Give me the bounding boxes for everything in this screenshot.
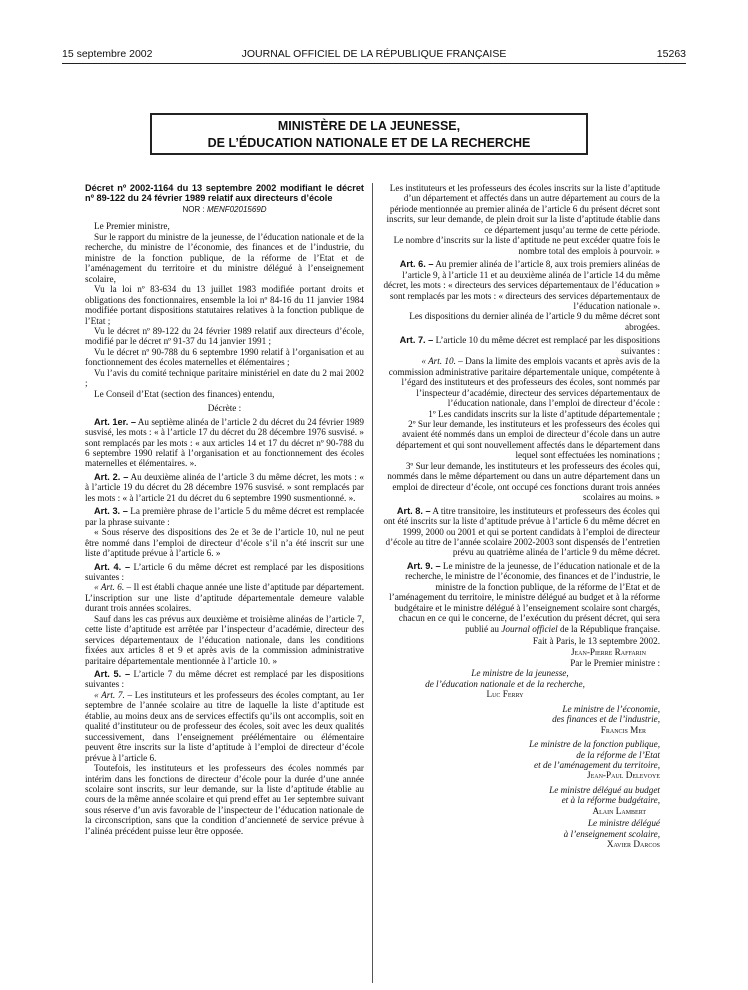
signature-3-title-2 (380, 750, 660, 760)
left-column (85, 183, 364, 836)
signature-4-title-1 (380, 785, 660, 795)
article-9 (380, 561, 660, 634)
article-6-label: Art. 6. – (399, 259, 434, 270)
signature-4-title-2 (380, 795, 660, 805)
quoted-article-10-label: « Art. 10. – (421, 356, 463, 367)
done-at: Fait à Paris, le 13 septembre 2002. (532, 636, 660, 647)
nor-reference (85, 205, 364, 215)
article-3-label: Art. 3. – (94, 506, 128, 517)
page-number: 15263 (656, 48, 686, 60)
journal-title: JOURNAL OFFICIEL DE LA RÉPUBLIQUE FRANÇAISE (241, 48, 507, 60)
article-5-quote-3: Les instituteurs et les professeurs des écoles inscrits sur la liste d’aptitude d’un département et affectés dans un autre département au cours de la période mentionnée au premier alinéa de l’article 6 du présent décret sont inscrits, sur leur demande, de plein droit sur la liste d’aptitude établie dans ce département jusqu’au terme de cette période. (386, 183, 660, 235)
article-6-text: Au premier alinéa de l’article 8, aux trois premiers alinéas de l’article 9, à l’article 11 et au deuxième alinéa de l’article 14 du même décret, les mots : « directeurs des services départementaux de l’éducation » sont remplacés par les mots : « directeurs des services départementaux de l’éducation nationale ». (383, 259, 660, 311)
preamble-3: Vu la loi nº 83-634 du 13 juillet 1983 modifiée portant droits et obligations des fonctionnaires, ensemble la loi nº 84-16 du 11 janvier 1984 modifiée portant dispositions statutaires relatives à la fonction publique de l’Etat ; (85, 284, 364, 326)
signature-3-name: Jean-Paul Delevoye (587, 770, 660, 781)
nor-label: NOR : (182, 205, 205, 214)
decree-title: Décret nº 2002-1164 du 13 septembre 2002 modifiant le décret nº 89-122 du 24 février 1989 relatif aux directeurs d’école (85, 183, 364, 203)
article-1 (85, 417, 364, 469)
signature-5-title-2-text: à l’enseignement scolaire, (563, 828, 660, 839)
article-5-quote-2: Toutefois, les instituteurs et les professeurs des écoles nommés par intérim dans les fonctions de directeur d’école pour la durée d’une année scolaire sont inscrits, sur leur demande, sur la liste d’aptitude établie au cours de la même année scolaire et qui prend effet au 1er septembre suivant sous réserve d’un avis favorable de l’inspecteur de l’éducation nationale de la circonscription, sans que la condition d’ancienneté de service prévue à l’alinéa précédent puisse leur être opposée. (85, 763, 364, 836)
article-3-text: La première phrase de l’article 5 du même décret est remplacée par la phrase suivante : (85, 506, 365, 527)
article-4-quote-2: Sauf dans les cas prévus aux deuxième et troisième alinéas de l’article 7, cette liste d’aptitude est arrêtée par l’inspecteur d’académie, directeur des services départementaux de l’éducation nationale, dans les conditions fixées aux articles 8 et 9 et après avis de la commission administrative paritaire départementale mentionnée à l’article 10. » (85, 613, 364, 666)
article-7 (380, 335, 660, 356)
article-8-text: A titre transitoire, les instituteurs et professeurs des écoles qui ont été inscrits sur la liste d’aptitude prévue à l’article 6 du même décret en 1999, 2000 ou 2001 et qui se portent candidats à l’emploi de directeur d’école au titre de l’année scolaire 2002-2003 sont dispensés de l’entretien prévu au quatrième alinéa de l’article 9 du même décret. (383, 505, 660, 558)
article-5 (85, 669, 364, 690)
article-4-label: Art. 4. – (94, 561, 131, 572)
by-prime-minister: Par le Premier ministre : (570, 657, 660, 668)
article-3 (85, 506, 364, 527)
signature-1-title-2 (380, 679, 660, 689)
article-7-quote-2: 1º Les candidats inscrits sur la liste d’aptitude départementale ; (428, 408, 660, 419)
quoted-article-7-label: « Art. 7. – (94, 689, 133, 700)
article-4-quote-1-text: Il est établi chaque année une liste d’aptitude par département. L’inscription sur une liste d’aptitude départementale demeure valable durant trois années scolaires. (85, 582, 365, 614)
issue-date: 15 septembre 2002 (62, 48, 153, 60)
signature-2-name: Francis Mer (600, 724, 646, 735)
article-9-label: Art. 9. – (406, 560, 441, 571)
signature-1-title-1-text: Le ministre de la jeunesse, (471, 668, 569, 679)
preamble-4: Vu le décret nº 89-122 du 24 février 1989 relatif aux directeurs d’école, modifié par le décret nº 91-37 du 14 janvier 1991 ; (85, 325, 364, 347)
ministry-line-1: MINISTÈRE DE LA JEUNESSE, (277, 119, 461, 133)
decrete-heading: Décrète : (207, 403, 242, 414)
article-6-text-2: Les dispositions du dernier alinéa de l’article 9 du même décret sont abrogées. (409, 311, 660, 332)
article-3-quote: « Sous réserve des dispositions des 2e et 3e de l’article 10, nul ne peut être nommé dans l’emploi de directeur d’école s’il n’a été inscrit sur une liste d’aptitude prévue à l’article 6. » (85, 527, 364, 559)
signature-4-title-1-text: Le ministre délégué au budget (549, 784, 660, 795)
article-4 (85, 562, 364, 583)
article-9-text: Le ministre de la jeunesse, de l’éducation nationale et de la recherche, le ministre de l’économie, des finances et de l’industrie, le ministre de la fonction publique, de la réforme de l’Etat et de l’aménagement du territoire, le ministre délégué au budget et à la réforme budgétaire et le ministre délégué à l’enseignement scolaire sont chargés, chacun en ce qui le concerne, de l’exécution du présent décret, qui sera publié au (389, 560, 660, 634)
header-rule (62, 63, 686, 64)
page-header (62, 48, 686, 64)
signature-2-title-1 (380, 704, 660, 714)
article-4-quote-1 (85, 582, 364, 613)
signature-1-name: Luc Ferry (486, 689, 524, 700)
article-7-quote-4: 3º Sur leur demande, les instituteurs et les professeurs des écoles qui, nommés dans le même département ou dans un autre département dans un emploi de directeur d’école, ont occupé ces fonctions durant trois années scolaires au moins. » (387, 460, 660, 503)
signature-prime-minister: Jean-Pierre Raffarin (570, 647, 646, 658)
article-5-label: Art. 5. – (94, 669, 131, 680)
preamble-1: Le Premier ministre, (94, 221, 170, 232)
signatures (380, 647, 660, 849)
signature-2-title-2 (380, 714, 660, 724)
signature-3-title-3-text: et de l’aménagement du territoire, (534, 760, 660, 771)
preamble-5: Vu le décret nº 90-788 du 6 septembre 1990 relatif à l’organisation et au fonctionnement des écoles maternelles et élémentaires ; (85, 346, 364, 368)
signature-1-title-2-text: de l’éducation nationale et de la recherche, (425, 678, 585, 689)
article-9-end: de la République française. (560, 623, 660, 634)
article-4-text: L’article 6 du même décret est remplacé par les dispositions suivantes : (85, 561, 364, 582)
article-2-label: Art. 2. – (94, 471, 129, 482)
article-5-text: L’article 7 du même décret est remplacé par les dispositions suivantes : (85, 669, 364, 690)
signature-3-title-3 (380, 760, 660, 770)
ministry-line-2: DE L’ÉDUCATION NATIONALE ET DE LA RECHERCHE (207, 136, 531, 150)
signature-3-title-1-text: Le ministre de la fonction publique, (529, 739, 660, 750)
article-5-quote-1 (85, 690, 364, 763)
signature-5-title-2 (380, 829, 660, 839)
journal-officiel-ref: Journal officiel (501, 623, 558, 634)
article-7-quote-3: 2º Sur leur demande, les instituteurs et les professeurs des écoles qui avaient été nommés dans un emploi de directeur d’école dans un autre département et qui sont nouvellement affectés dans le département dans lequel sont effectuées les nominations ; (396, 418, 660, 461)
article-8 (380, 506, 660, 558)
article-2-text: Au deuxième alinéa de l’article 3 du même décret, les mots : « à l’article 19 du décret du 28 décembre 1976 susvisé. » sont remplacés par les mots : « à l’article 21 du décret du 6 septembre 1990 susmentionné. ». (85, 471, 365, 503)
article-1-label: Art. 1er. – (94, 416, 136, 427)
signature-1-title-1 (380, 668, 660, 678)
signature-4-name: Alain Lambert (592, 805, 646, 816)
article-8-label: Art. 8. – (396, 505, 431, 516)
article-5-quote-4: Le nombre d’inscrits sur la liste d’aptitude ne peut excéder quatre fois le nombre total des emplois à pourvoir. » (393, 235, 660, 256)
ministry-box (150, 113, 588, 155)
signature-2-title-1-text: Le ministre de l’économie, (562, 703, 660, 714)
signature-3-title-2-text: de la réforme de l’Etat (576, 749, 660, 760)
nor-value: MENF0201569D (206, 205, 267, 214)
signature-2-title-2-text: des finances et de l’industrie, (552, 714, 660, 725)
signature-3-title-1 (380, 739, 660, 749)
article-5-quote-1-text: Les instituteurs et les professeurs des écoles comptant, au 1er septembre de l’année scolaire au titre de laquelle la liste d’aptitude est établie, au moins deux ans de services effectifs qu’ils ont accomplis, soit en qualité d’instituteur ou de professeur des écoles, soit avec les deux qualités successivement, dans l’enseignement préélémentaire ou élémentaire peuvent être inscrits sur la liste d’aptitude à l’emploi de directeur d’école prévue à l’article 6. (85, 689, 365, 763)
signature-5-title-1-text: Le ministre délégué (587, 818, 660, 829)
preamble-6: Vu l’avis du comité technique paritaire ministériel en date du 2 mai 2002 ; (85, 367, 364, 389)
article-7-text: L’article 10 du même décret est remplacé par les dispositions suivantes : (435, 335, 660, 356)
signature-4-title-2-text: et à la réforme budgétaire, (561, 795, 660, 806)
signature-5-name: Xavier Darcos (606, 839, 660, 850)
article-7-label: Art. 7. – (399, 335, 434, 346)
signature-5-title-1 (380, 818, 660, 828)
article-1-text: Au septième alinéa de l’article 2 du décret du 24 février 1989 susvisé, les mots : « à l’article 17 du décret du 28 décembre 1976 susvisé. » sont remplacés par les mots : « aux articles 14 et 17 du décret nº 90-788 du 6 septembre 1990 relatif à l’organisation et au fonctionnement des écoles maternelles et élémentaires. ». (85, 416, 364, 469)
article-7-quote-1-text: Dans la limite des emplois vacants et après avis de la commission administrative paritaire départementale unique, compétente à l’égard des instituteurs et des professeurs des écoles, sont nommés par l’inspecteur d’académie, directeur des services départementaux de l’éducation nationale, dans l’emploi de directeur d’école : (388, 356, 660, 409)
article-6 (380, 259, 660, 311)
quoted-article-6-label: « Art. 6. – (94, 582, 132, 593)
preamble-2: Sur le rapport du ministre de la jeunesse, de l’éducation nationale et de la recherche, du ministre de l’économie, des finances et de l’industrie, du ministre de la fonction publique, de la réforme de l’Etat et de l’aménagement du territoire et du ministre délégué à l’enseignement scolaire, (85, 231, 364, 284)
right-column (380, 183, 660, 850)
article-7-quote-1 (380, 356, 660, 408)
column-divider (372, 183, 373, 983)
preamble-7: Le Conseil d’Etat (section des finances) entendu, (94, 388, 275, 399)
article-2 (85, 472, 364, 503)
